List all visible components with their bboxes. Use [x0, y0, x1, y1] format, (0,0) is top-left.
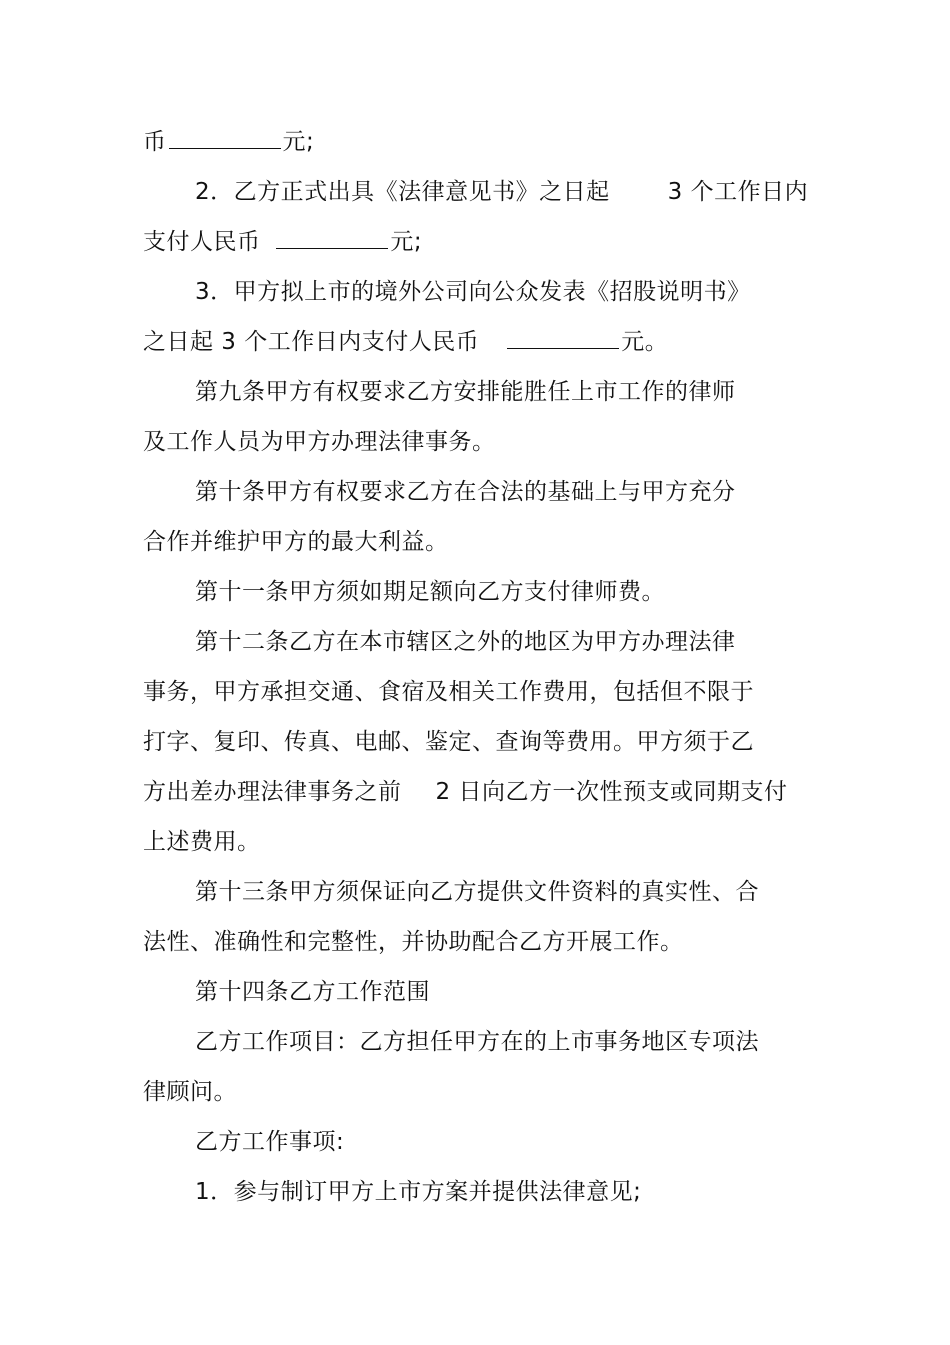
text-line [195, 577, 665, 607]
text-line [143, 327, 668, 357]
fill-in-blank [169, 128, 281, 149]
text-fragment: 律顾问。 [143, 1079, 237, 1105]
text-fragment: 乙方工作项目：乙方担任甲方在的上市事务地区专项法 [195, 1029, 759, 1055]
text-fragment: 事务，甲方承担交通、食宿及相关工作费用，包括但不限于 [143, 679, 754, 705]
text-line [195, 977, 430, 1007]
text-fragment: 第十一条甲方须如期足额向乙方支付律师费。 [195, 579, 665, 605]
text-line [143, 727, 754, 757]
text-fragment: 3．甲方拟上市的境外公司向公众发表《招股说明书》 [195, 279, 751, 305]
text-line [195, 877, 759, 907]
text-line [195, 277, 751, 307]
text-fragment: 第十二条乙方在本市辖区之外的地区为甲方办理法律 [195, 629, 736, 655]
text-fragment: 方出差办理法律事务之前 [143, 779, 402, 805]
text-line [143, 827, 261, 857]
text-fragment: 上述费用。 [143, 829, 261, 855]
text-line [195, 1177, 641, 1207]
text-fragment: 之日起 3 个工作日内支付人民币 [143, 329, 480, 355]
text-fragment: 币 [143, 129, 167, 155]
text-line [143, 777, 787, 807]
text-line [195, 377, 736, 407]
text-line [143, 527, 449, 557]
text-fragment: 1．参与制订甲方上市方案并提供法律意见; [195, 1179, 642, 1205]
text-fragment: 法性、准确性和完整性，并协助配合乙方开展工作。 [143, 929, 684, 955]
text-line [195, 1027, 759, 1057]
text-line [195, 627, 736, 657]
text-fragment: 元; [282, 129, 315, 155]
text-fragment: 乙方工作事项: [195, 1129, 345, 1155]
text-fragment: 第九条甲方有权要求乙方安排能胜任上市工作的律师 [195, 379, 736, 405]
text-line [195, 1127, 344, 1157]
text-line [143, 227, 422, 257]
text-fragment: 第十条甲方有权要求乙方在合法的基础上与甲方充分 [195, 479, 736, 505]
text-fragment: 元; [390, 229, 423, 255]
text-fragment: 第十三条甲方须保证向乙方提供文件资料的真实性、合 [195, 879, 759, 905]
text-fragment: 第十四条乙方工作范围 [195, 979, 430, 1005]
fill-in-blank [276, 228, 388, 249]
text-line [195, 477, 736, 507]
text-line [143, 677, 754, 707]
text-fragment: 2 日向乙方一次性预支或同期支付 [435, 779, 788, 805]
text-fragment: 打字、复印、传真、电邮、鉴定、查询等费用。甲方须于乙 [143, 729, 754, 755]
text-fragment: 元。 [621, 329, 669, 355]
text-fragment: 合作并维护甲方的最大利益。 [143, 529, 449, 555]
text-line [143, 1077, 237, 1107]
text-fragment: 3 个工作日内 [667, 179, 809, 205]
fill-in-blank [507, 328, 619, 349]
text-fragment: 及工作人员为甲方办理法律事务。 [143, 429, 496, 455]
text-line [195, 177, 808, 207]
text-fragment: 支付人民币 [143, 229, 269, 255]
text-line [143, 427, 496, 457]
text-line [143, 127, 314, 157]
text-line [143, 927, 684, 957]
text-fragment: 2．乙方正式出具《法律意见书》之日起 [195, 179, 610, 205]
